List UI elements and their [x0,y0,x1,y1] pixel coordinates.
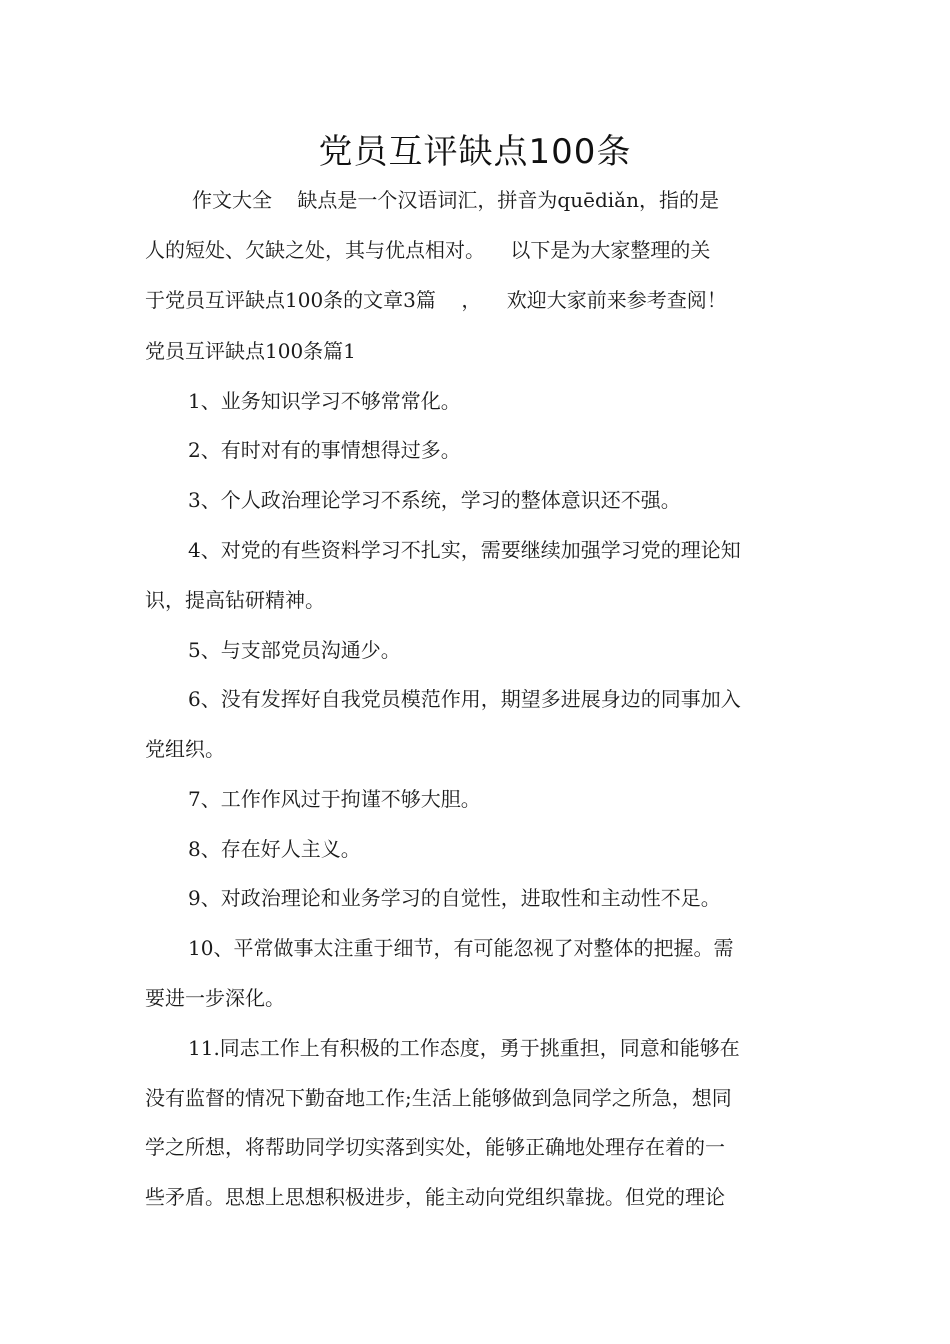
list-item-continuation: 学之所想，将帮助同学切实落到实处，能够正确地处理存在着的一 [145,1135,725,1159]
paragraph-line: 作文大全 缺点是一个汉语词汇，拼音为quēdiǎn，指的是 [192,188,719,212]
list-item: 2、有时对有的事情想得过多。 [188,438,461,462]
list-item-continuation: 些矛盾。思想上思想积极进步，能主动向党组织靠拢。但党的理论 [145,1185,725,1209]
list-item: 5、与支部党员沟通少。 [188,638,401,662]
section-heading: 党员互评缺点100条篇1 [145,339,356,363]
list-item: 10、平常做事太注重于细节，有可能忽视了对整体的把握。需 [188,936,734,960]
list-item: 1、业务知识学习不够常常化。 [188,389,461,413]
list-item: 6、没有发挥好自我党员模范作用，期望多进展身边的同事加入 [188,687,741,711]
list-item: 11.同志工作上有积极的工作态度，勇于挑重担，同意和能够在 [188,1036,740,1060]
list-item-continuation: 识，提高钻研精神。 [145,588,325,612]
document-title: 党员互评缺点100条 [318,132,632,172]
paragraph-line: 人的短处、欠缺之处，其与优点相对。 以下是为大家整理的关 [145,238,711,262]
list-item-continuation: 党组织。 [145,737,225,761]
paragraph-line: 于党员互评缺点100条的文章3篇 ， 欢迎大家前来参考查阅！ [145,288,727,312]
list-item-continuation: 没有监督的情况下勤奋地工作;生活上能够做到急同学之所急，想同 [145,1086,732,1110]
list-item-continuation: 要进一步深化。 [145,986,285,1010]
list-item: 7、工作作风过于拘谨不够大胆。 [188,787,481,811]
list-item: 4、对党的有些资料学习不扎实，需要继续加强学习党的理论知 [188,538,741,562]
list-item: 8、存在好人主义。 [188,837,361,861]
list-item: 3、个人政治理论学习不系统，学习的整体意识还不强。 [188,488,681,512]
list-item: 9、对政治理论和业务学习的自觉性，进取性和主动性不足。 [188,886,721,910]
